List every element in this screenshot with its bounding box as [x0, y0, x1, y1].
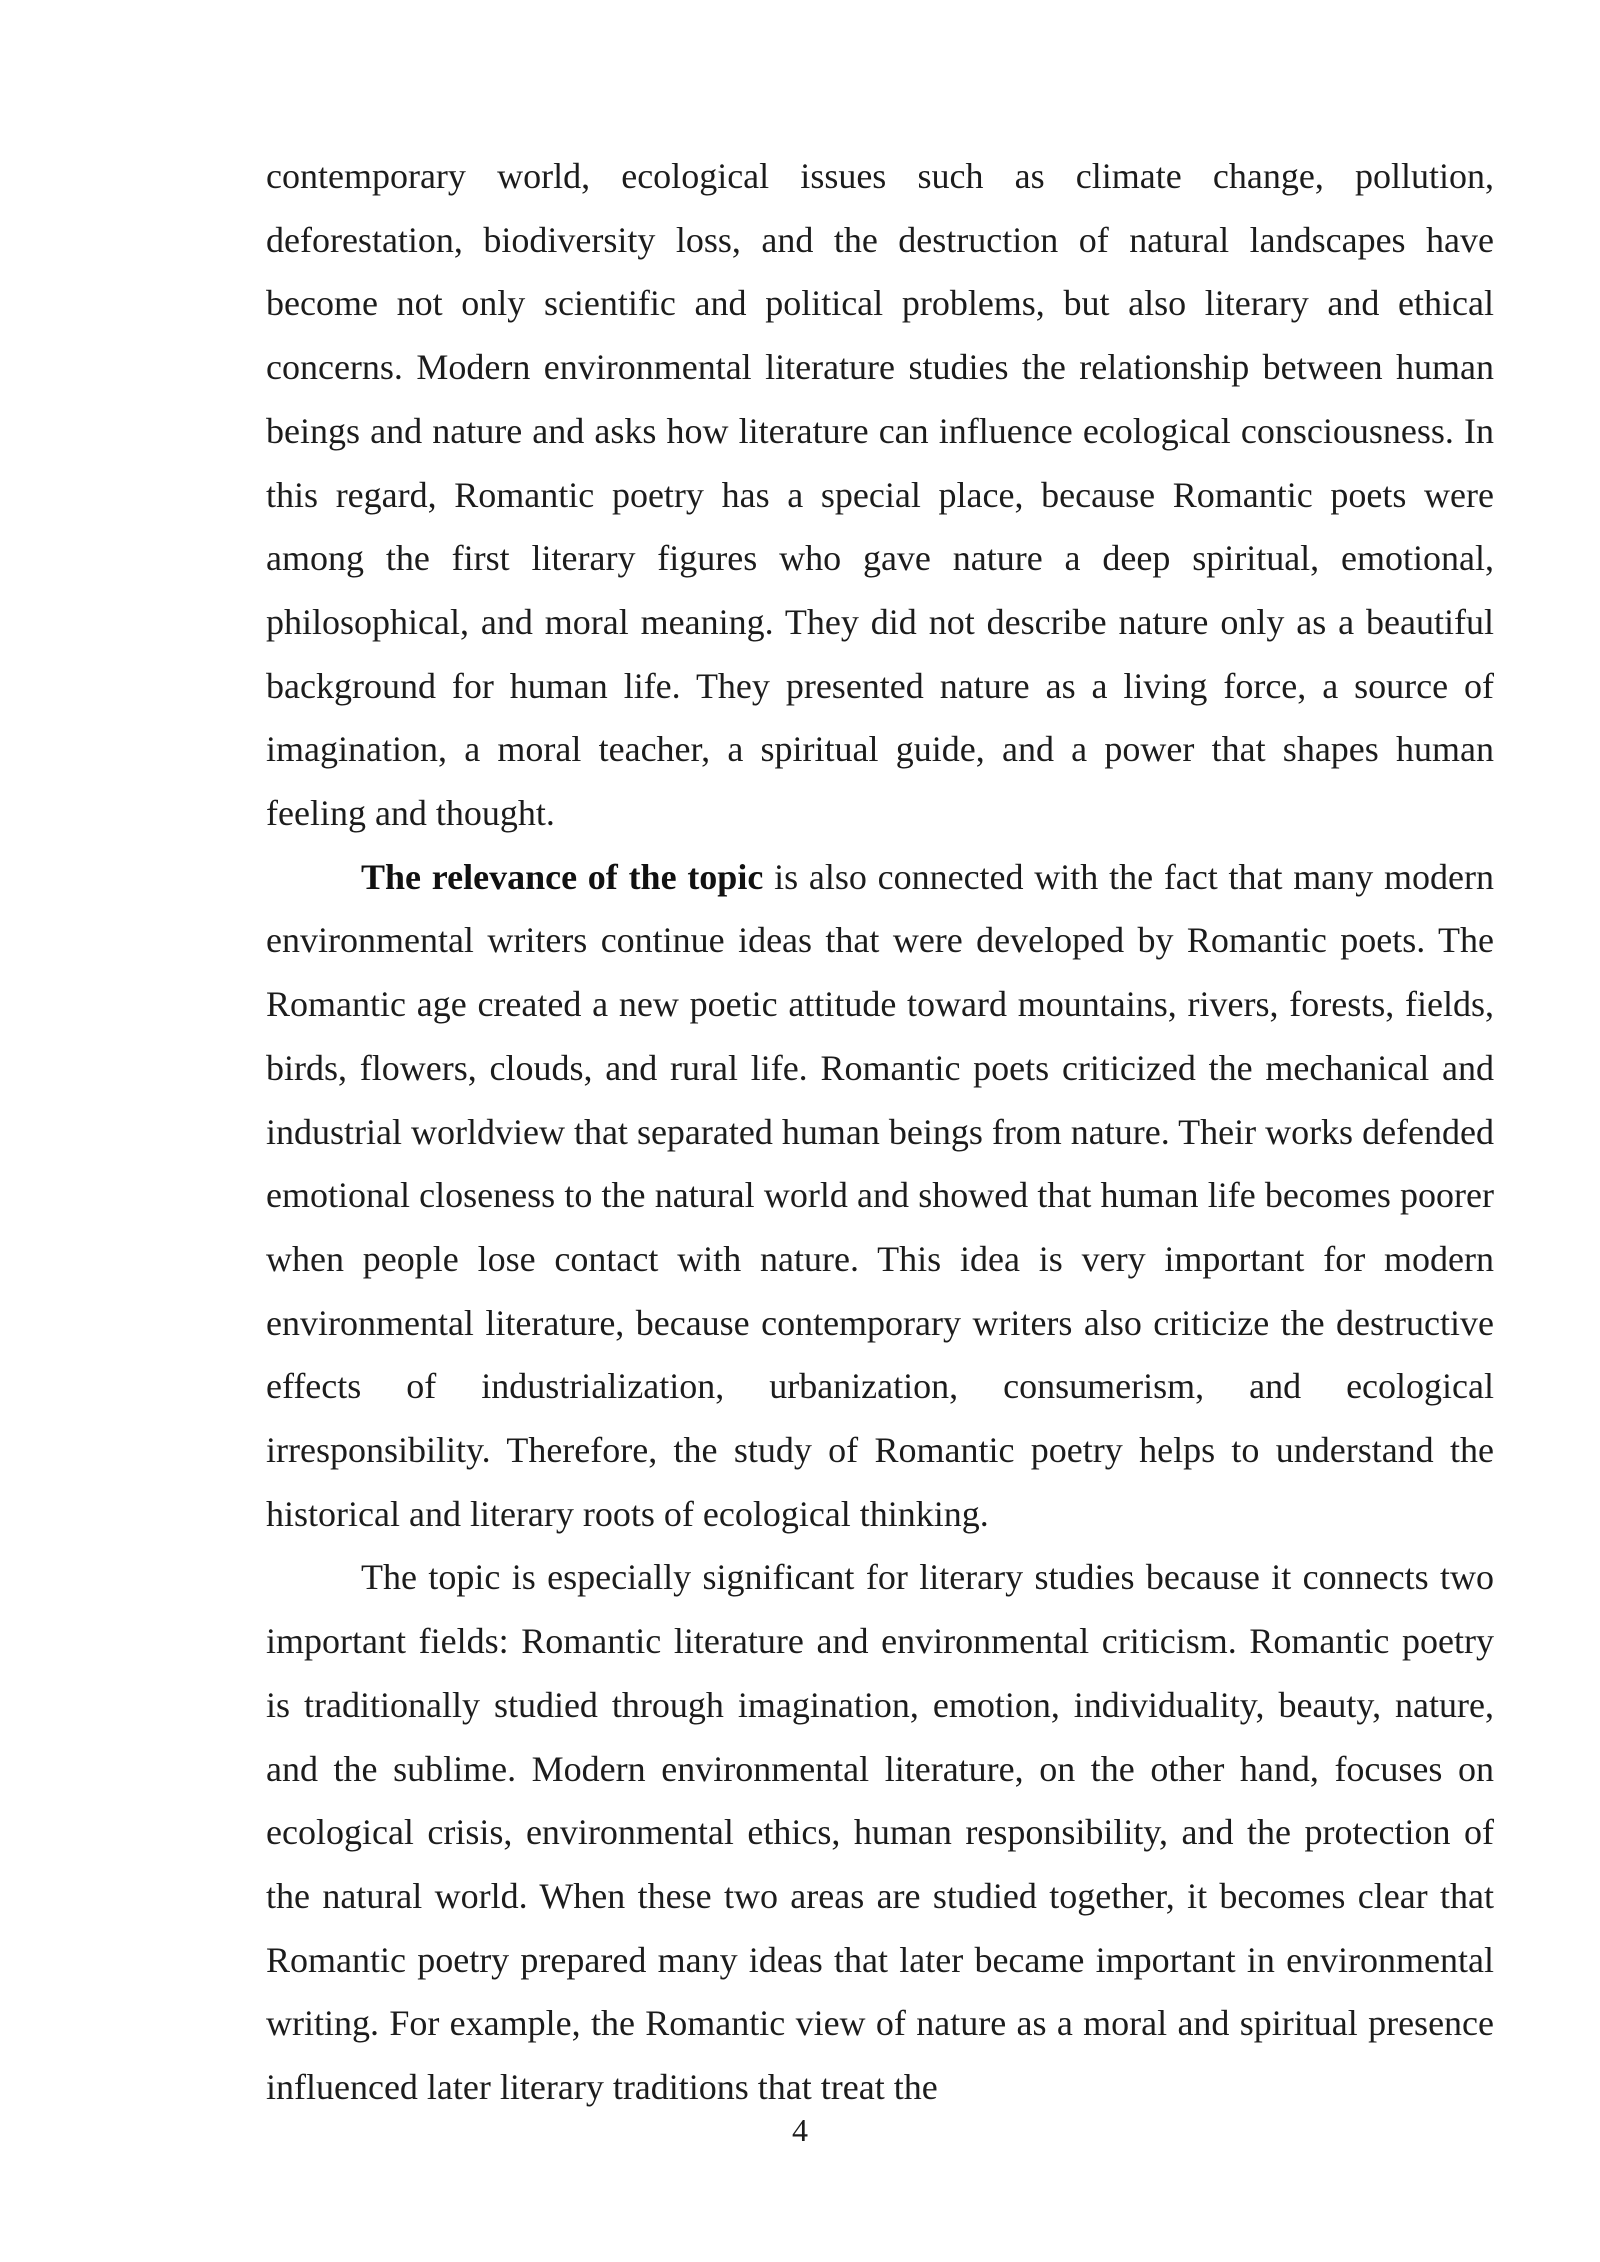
paragraph-2-text: is also connected with the fact that many modern environmental writers continue ideas that were developed by Romantic poets. The Romantic age created a new poetic attitude toward mountains, rivers, forests, fields, birds, flowers, clouds, and rural life. Romantic poets criticized the mechanical and industrial worldview that separated human beings from nature. Their works defended emotional closeness to the natural world and showed that human life becomes poorer when people lose contact with nature. This idea is very important for modern environmental literature, because contemporary writers also criticize the destructive effects of industrialization, urbanization, consumerism, and ecological irresponsibility. Therefore, the study of Romantic poetry helps to understand the historical and literary roots of ecological thinking.	[266, 856, 1494, 1534]
paragraph-1	[266, 145, 1494, 846]
paragraph-3	[266, 1546, 1494, 2119]
paragraph-1-text: contemporary world, ecological issues such as climate change, pollution, deforestation, biodiversity loss, and the destruction of natural landscapes have become not only scientific and political problems, but also literary and ethical concerns. Modern environmental literature studies the relationship between human beings and nature and asks how literature can influence ecological consciousness. In this regard, Romantic poetry has a special place, because Romantic poets were among the first literary figures who gave nature a deep spiritual, emotional, philosophical, and moral meaning. They did not describe nature only as a beautiful background for human life. They presented nature as a living force, a source of imagination, a moral teacher, a spiritual guide, and a power that shapes human feeling and thought.	[266, 156, 1494, 834]
paragraph-2	[266, 846, 1494, 1547]
paragraph-3-text: The topic is especially significant for literary studies because it connects two important fields: Romantic literature and environmental criticism. Romantic poetry is traditionally studied through imagination, emotion, individuality, beauty, nature, and the sublime. Modern environmental literature, on the other hand, focuses on ecological crisis, environmental ethics, human responsibility, and the protection of the natural world. When these two areas are studied together, it becomes clear that Romantic poetry prepared many ideas that later became important in environmental writing. For example, the Romantic view of nature as a moral and spiritual presence influenced later literary traditions that treat the	[266, 1557, 1494, 2108]
page-number: 4	[792, 2112, 808, 2148]
body-text	[266, 145, 1494, 2120]
paragraph-2-bold-lead: The relevance of the topic	[361, 856, 764, 897]
